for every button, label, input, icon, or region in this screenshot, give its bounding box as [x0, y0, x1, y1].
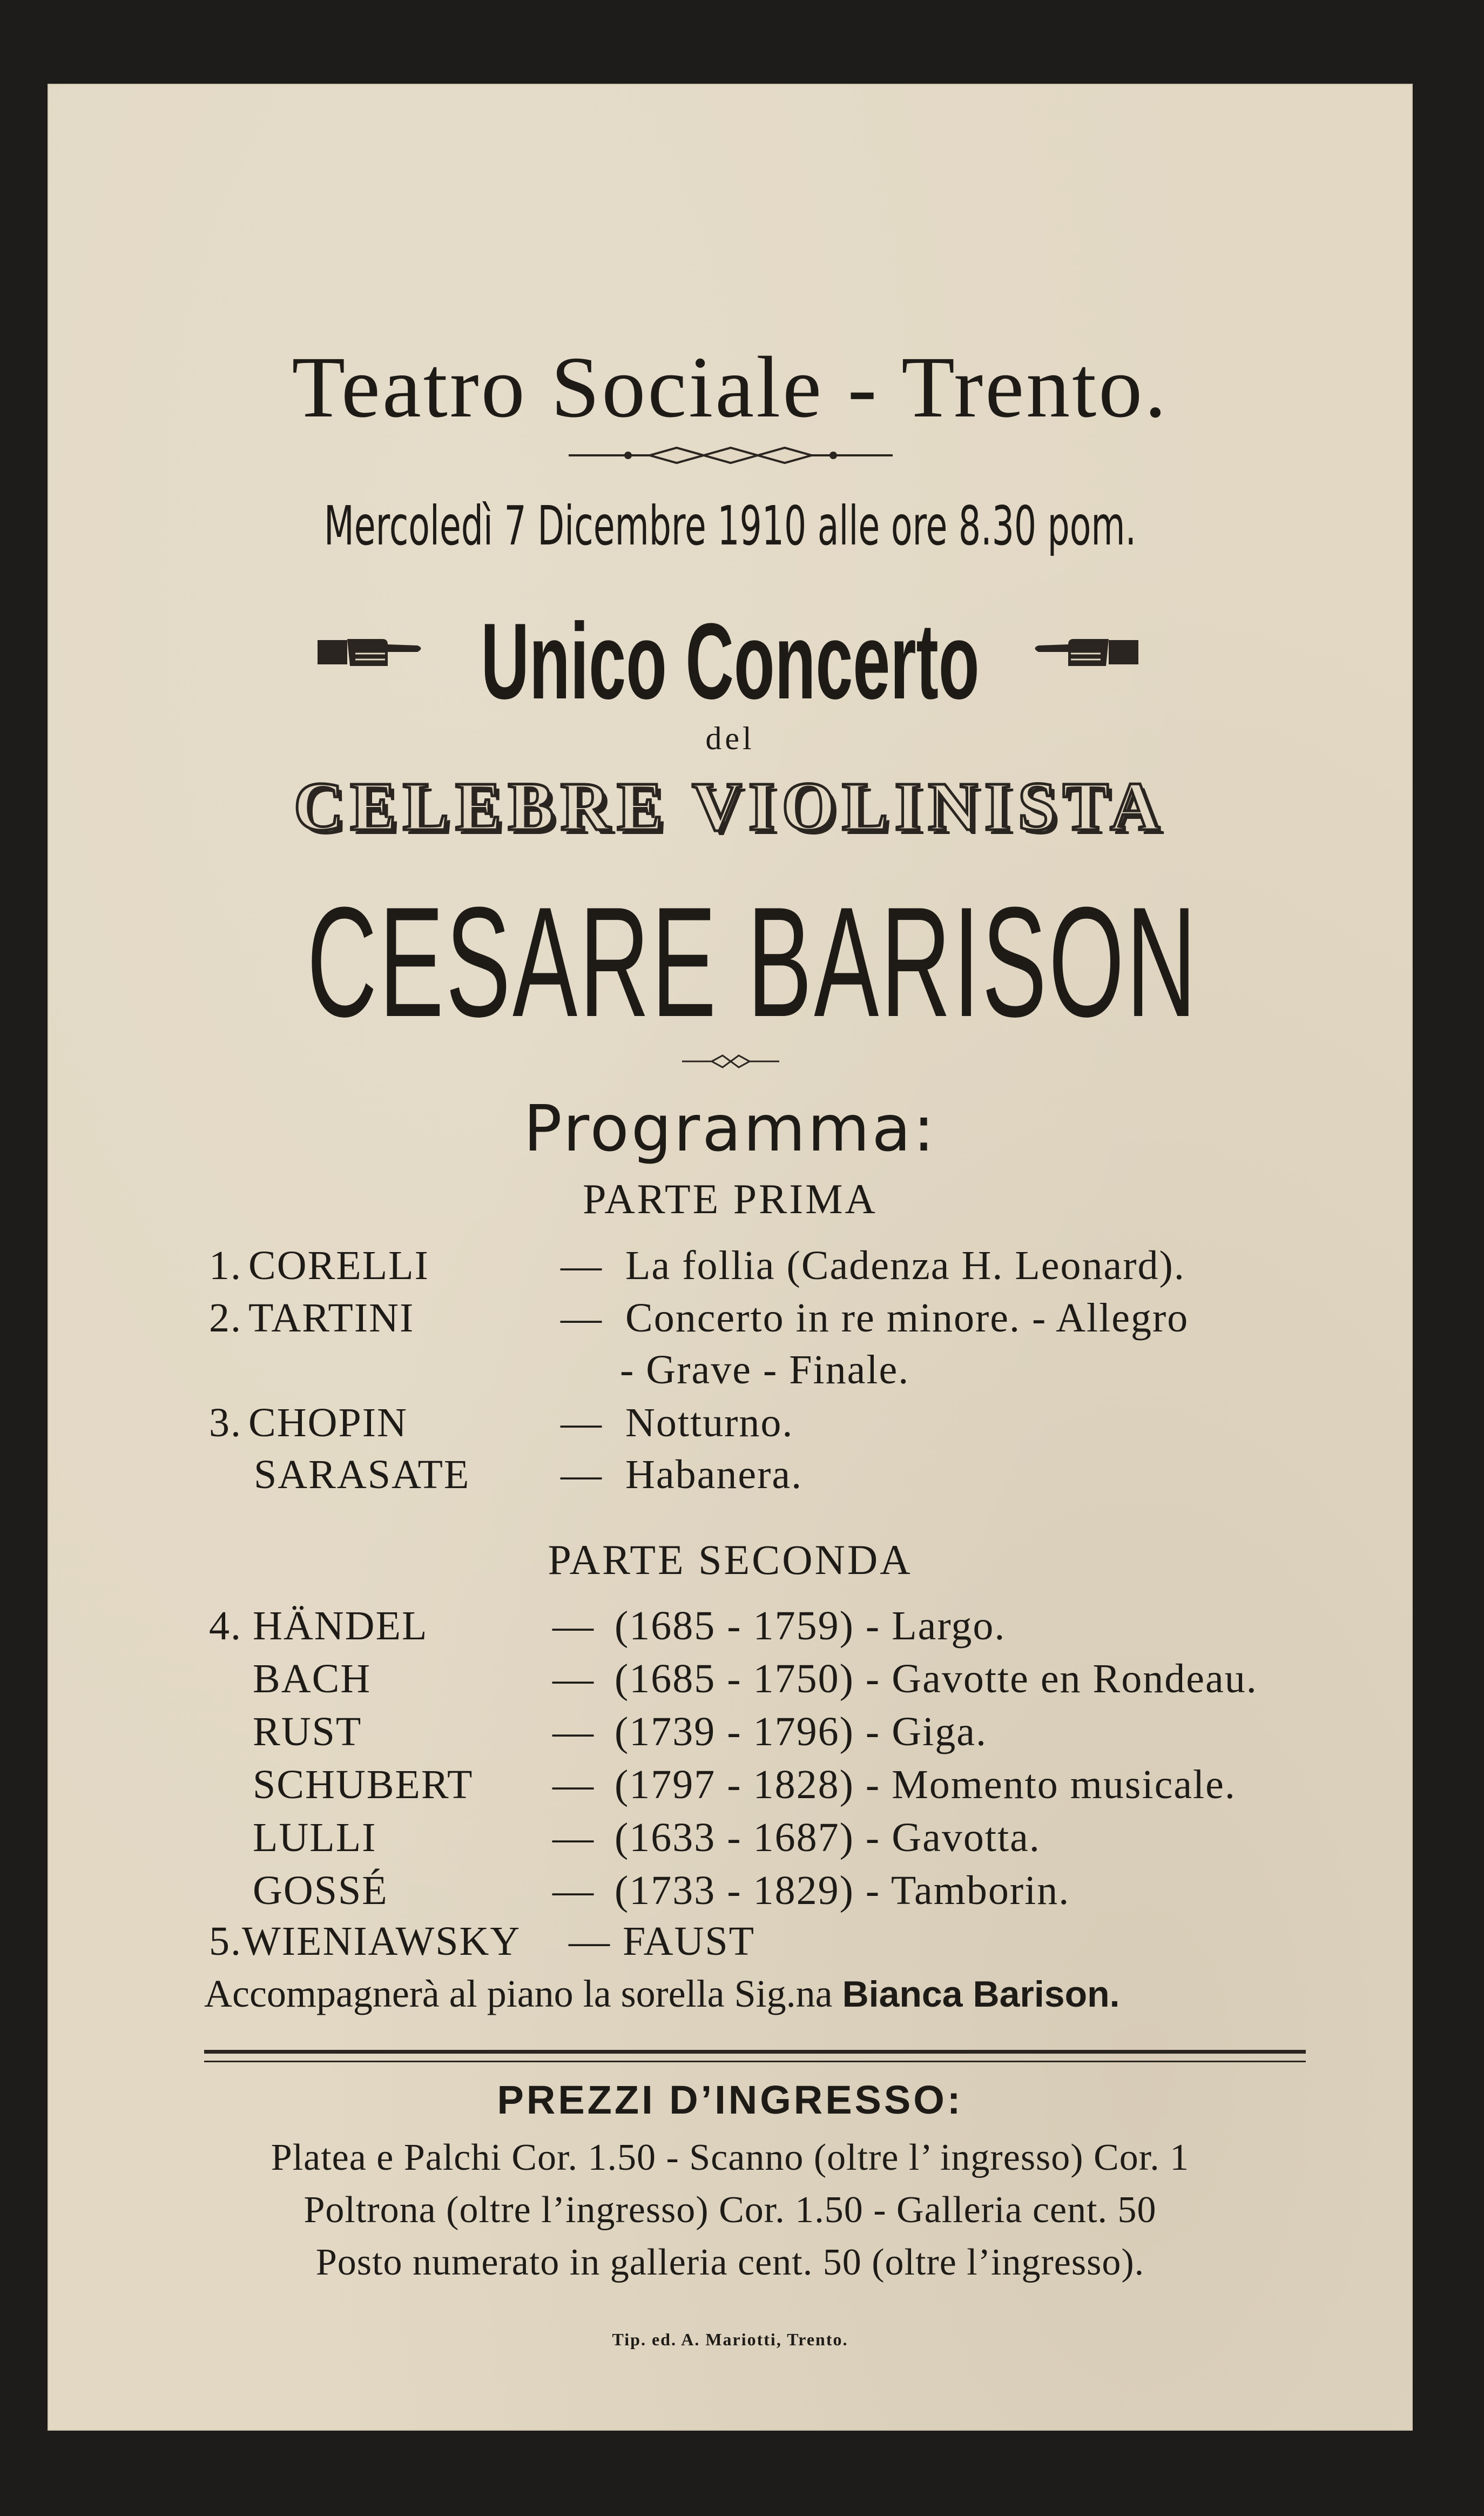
ornament-divider-middle	[682, 1053, 779, 1069]
printer-imprint: Tip. ed. A. Mariotti, Trento.	[612, 2330, 848, 2349]
item-number: 5.	[209, 1919, 242, 1964]
dash: —	[552, 1868, 595, 1913]
composer-name: CORELLI	[248, 1243, 429, 1288]
work-title: (1739 - 1796) - Giga.	[615, 1709, 987, 1754]
work-title: Habanera.	[625, 1452, 803, 1497]
dash: —	[561, 1243, 603, 1288]
dash: —	[552, 1762, 595, 1807]
composer-name: HÄNDEL	[253, 1603, 428, 1649]
work-title-continued: - Grave - Finale.	[620, 1347, 910, 1392]
concert-date: Mercoledì 7 Dicembre 1910 alle ore 8.30 pom.	[323, 494, 1137, 557]
item-number: 2.	[209, 1295, 242, 1341]
section-title-parte-seconda: PARTE SECONDA	[548, 1536, 913, 1583]
headline: Unico Concerto	[481, 601, 980, 722]
work-title: Notturno.	[625, 1400, 794, 1445]
work-title: Concerto in re minore. - Allegro	[625, 1295, 1189, 1341]
composer-name: RUST	[253, 1709, 362, 1754]
del-label: del	[705, 721, 755, 756]
work-title: (1685 - 1750) - Gavotte en Rondeau.	[615, 1656, 1258, 1701]
performer-name: CESARE BARISON	[307, 874, 1199, 1050]
composer-name: SARASATE	[254, 1452, 470, 1497]
composer-name: BACH	[253, 1656, 372, 1701]
dash: —	[552, 1815, 595, 1860]
composer-name: CHOPIN	[248, 1400, 408, 1445]
work-title: (1633 - 1687) - Gavotta.	[615, 1815, 1041, 1860]
pointing-hand-left-icon	[1030, 624, 1138, 678]
prices-title: PREZZI D’INGRESSO:	[497, 2077, 963, 2122]
price-line: Platea e Palchi Cor. 1.50 - Scanno (oltre l’ ingresso) Cor. 1	[271, 2137, 1190, 2178]
item-number: 3.	[209, 1400, 242, 1445]
section-title-parte-prima: PARTE PRIMA	[583, 1175, 878, 1222]
work-title: (1685 - 1759) - Largo.	[615, 1603, 1006, 1649]
theatre-title: Teatro Sociale - Trento.	[292, 339, 1169, 436]
work-title: La follia (Cadenza H. Leonard).	[625, 1243, 1185, 1288]
price-line: Posto numerato in galleria cent. 50 (oltre l’ingresso).	[315, 2242, 1145, 2283]
item-number: 4.	[209, 1603, 242, 1649]
dash: —	[552, 1603, 595, 1649]
composer-name: TARTINI	[248, 1295, 415, 1341]
accompaniment-line	[204, 1972, 1120, 2016]
composer-name: SCHUBERT	[253, 1762, 474, 1807]
composer-name: LULLI	[253, 1815, 377, 1860]
dash: —	[569, 1919, 611, 1964]
item-number: 1.	[209, 1243, 242, 1288]
subtitle: CELEBRE VIOLINISTA	[293, 768, 1167, 845]
accompaniment-text: Accompagnerà al piano la sorella Sig.na	[204, 1972, 833, 2015]
dash: —	[561, 1400, 603, 1445]
dash: —	[552, 1709, 595, 1754]
accompanist-name: Bianca Barison.	[842, 1974, 1120, 2015]
dash: —	[561, 1295, 603, 1341]
dash: —	[552, 1656, 595, 1701]
poster-sheet	[48, 84, 1413, 2431]
divider-rule-thin	[204, 2061, 1306, 2062]
divider-rule-thick	[204, 2050, 1306, 2054]
ornament-divider-top	[569, 445, 893, 466]
work-title: (1797 - 1828) - Momento musicale.	[615, 1762, 1236, 1807]
programma-label: Programma:	[523, 1091, 937, 1166]
dash: —	[561, 1452, 603, 1497]
composer-name: WIENIAWSKY	[242, 1919, 521, 1964]
composer-name: GOSSÉ	[253, 1868, 388, 1913]
price-line: Poltrona (oltre l’ingresso) Cor. 1.50 - Galleria cent. 50	[303, 2189, 1157, 2231]
work-title: (1733 - 1829) - Tamborin.	[615, 1868, 1070, 1913]
work-title: FAUST	[623, 1919, 756, 1964]
